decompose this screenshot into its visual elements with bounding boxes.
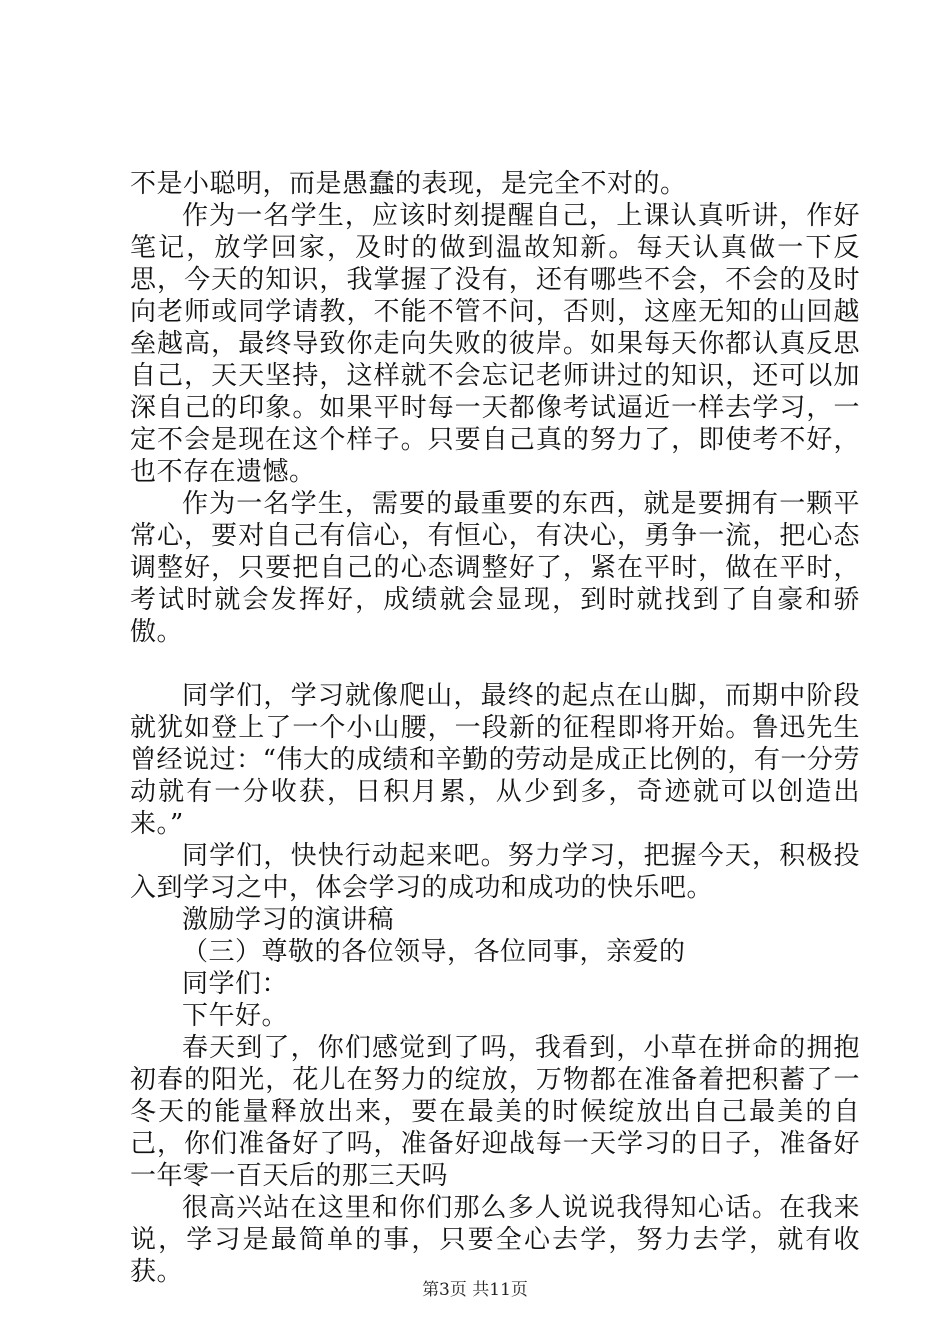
paragraph-study-habits: 作为一名学生，应该时刻提醒自己，上课认真听讲，作好笔记，放学回家，及时的做到温故知新。每天认真做一下反思，今天的知识，我掌握了没有，还有哪些不会，不会的及时向老师或同学请教，不能不管不问，否则，这座无知的山回越垒越高，最终导致你走向失败的彼岸。如果每天你都认真反思自己，天天坚持，这样就不会忘记老师讲过的知识，还可以加深自己的印象。如果平时每一天都像考试逼近一样去学习，一定不会是现在这个样子。只要自己真的努力了，即使考不好，也不存在遗憾。 — [130, 201, 860, 487]
paragraph-continuation: 不是小聪明，而是愚蠢的表现，是完全不对的。 — [130, 169, 687, 199]
paragraph-call-to-action: 同学们，快快行动起来吧。努力学习，把握今天，积极投入到学习之中，体会学习的成功和成功的快乐吧。 — [130, 841, 860, 903]
speech-greeting-line-2: 同学们： — [182, 969, 289, 999]
paragraph-spring: 春天到了，你们感觉到了吗，我看到，小草在拼命的拥抱初春的阳光，花儿在努力的绽放，万物都在准备着把积蓄了一冬天的能量释放出来，要在最美的时候绽放出自己最美的自己，你们准备好了吗，准备好迎战每一天学习的日子，准备好一年零一百天后的那三天吗 — [130, 1033, 860, 1191]
paragraph-happy-to-speak: 很高兴站在这里和你们那么多人说说我得知心话。在我来说，学习是最简单的事，只要全心去学，努力去学，就有收获。 — [130, 1193, 860, 1287]
document-body — [130, 168, 860, 1288]
speech-greeting-line-1: （三）尊敬的各位领导，各位同事，亲爱的 — [182, 937, 686, 967]
paragraph-mindset: 作为一名学生，需要的最重要的东西，就是要拥有一颗平常心，要对自己有信心，有恒心，有决心，勇争一流，把心态调整好，只要把自己的心态调整好了，紧在平时，做在平时，考试时就会发挥好，成绩就会显现，到时就找到了自豪和骄傲。 — [130, 489, 860, 647]
page-footer: 第3页 共11页 — [422, 1280, 528, 1300]
speech-greeting-line-3: 下午好。 — [182, 1001, 289, 1031]
paragraph-gap — [130, 648, 860, 680]
paragraph-climbing-metaphor: 同学们，学习就像爬山，最终的起点在山脚，而期中阶段就犹如登上了一个小山腰，一段新的征程即将开始。鲁迅先生曾经说过：“伟大的成绩和辛勤的劳动是成正比例的，有一分劳动就有一分收获，日积月累，从少到多，奇迹就可以创造出来。” — [130, 681, 860, 839]
section-title: 激励学习的演讲稿 — [182, 905, 395, 935]
